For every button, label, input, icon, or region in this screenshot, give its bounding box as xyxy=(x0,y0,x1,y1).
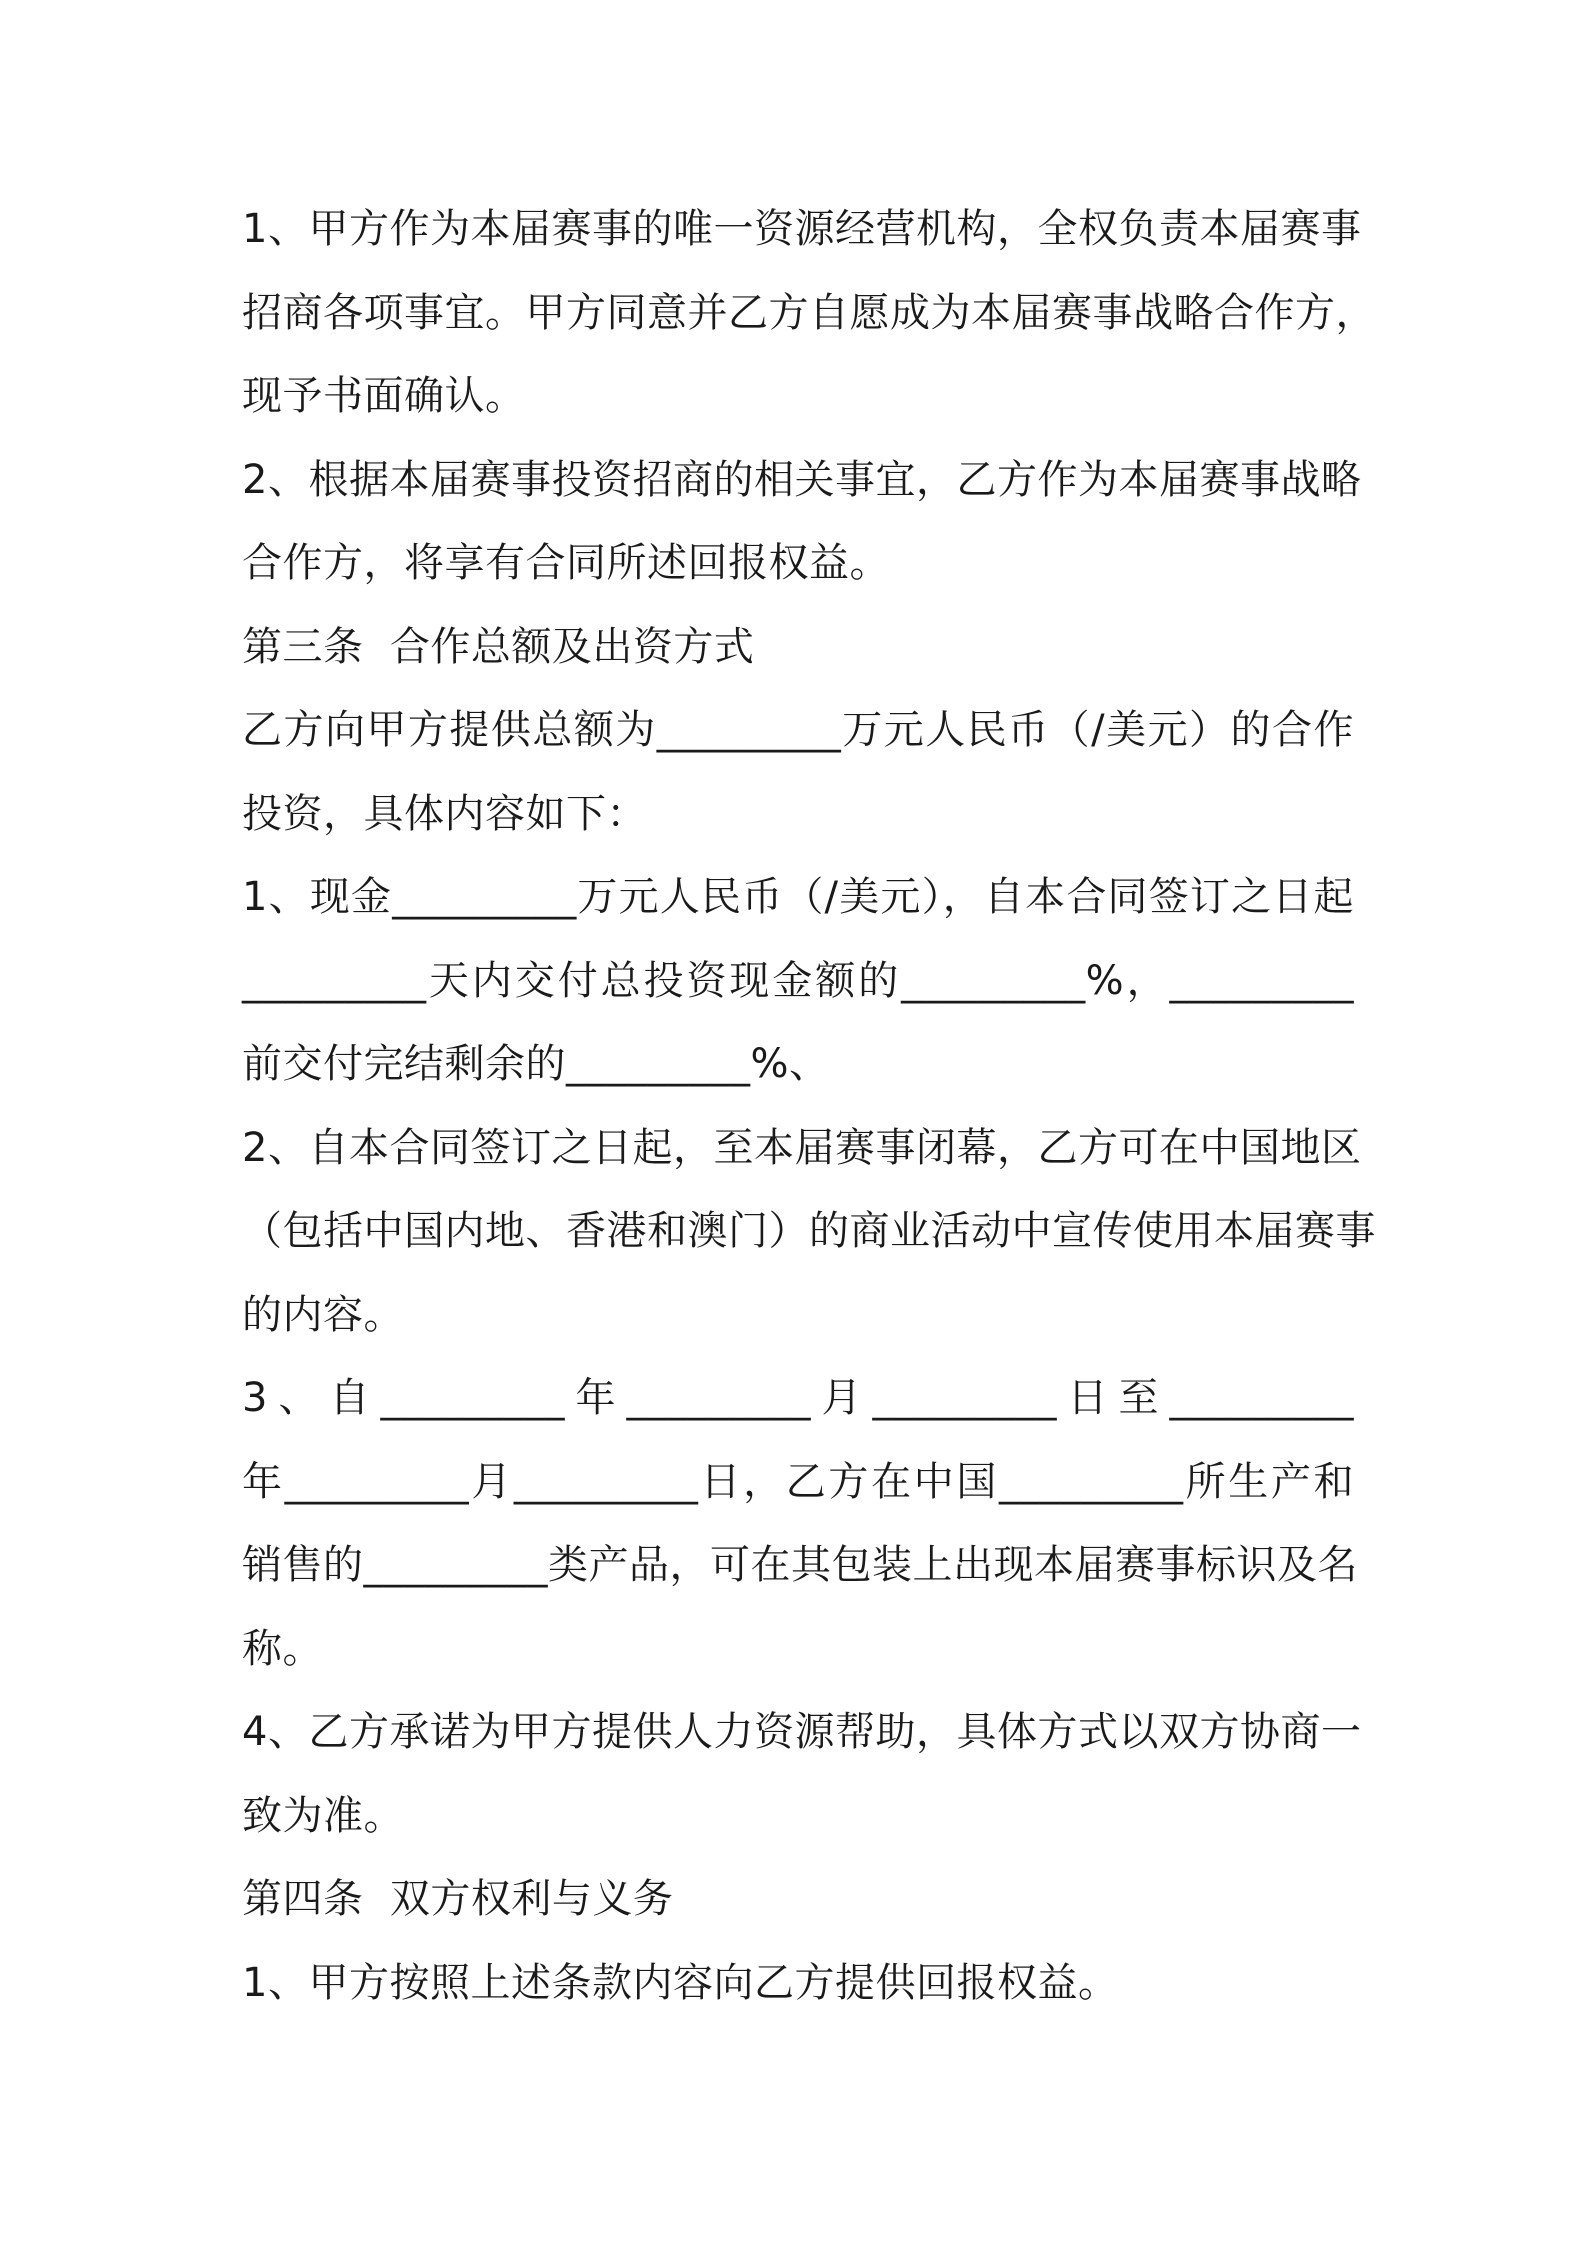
text-line-18: 称。 xyxy=(242,1625,323,1672)
text-line-17: 销售的_________类产品，可在其包装上出现本届赛事标识及名 xyxy=(242,1542,1358,1588)
section-heading-article-3: 第三条 合作总额及出资方式 xyxy=(242,623,755,670)
document-body xyxy=(242,200,1376,2037)
text-line-5: 合作方，将享有合同所述回报权益。 xyxy=(242,540,890,586)
text-line-13: （包括中国内地、香港和澳门）的商业活动中宣传使用本届赛事 xyxy=(242,1208,1376,1254)
text-line-20: 致为准。 xyxy=(242,1792,404,1839)
text-line-9: 1、现金_________万元人民币（/美元），自本合同签订之日起 xyxy=(242,874,1354,920)
text-line-11: 前交付完结剩余的_________%、 xyxy=(242,1041,830,1087)
section-heading-article-4: 第四条 双方权利与义务 xyxy=(242,1876,674,1922)
text-line-10: _________天内交付总投资现金额的_________%，_________ xyxy=(242,957,1354,1004)
text-line-8: 投资，具体内容如下： xyxy=(242,790,647,837)
text-line-19: 4、乙方承诺为甲方提供人力资源帮助，具体方式以双方协商一 xyxy=(242,1709,1362,1755)
text-line-14: 的内容。 xyxy=(242,1291,404,1338)
text-line-7: 乙方向甲方提供总额为_________万元人民币（/美元）的合作 xyxy=(242,707,1354,753)
text-line-3: 现予书面确认。 xyxy=(242,373,526,419)
text-line-2: 招商各项事宜。甲方同意并乙方自愿成为本届赛事战略合作方， xyxy=(242,289,1376,336)
text-line-15: 3、自_________年_________月_________日至_________ xyxy=(242,1375,1354,1421)
text-line-16: 年_________月_________日，乙方在中国_________所生产和 xyxy=(242,1458,1354,1505)
text-line-12: 2、自本合同签订之日起，至本届赛事闭幕，乙方可在中国地区 xyxy=(242,1124,1362,1171)
text-line-4: 2、根据本届赛事投资招商的相关事宜，乙方作为本届赛事战略 xyxy=(242,456,1362,503)
text-line-1: 1、甲方作为本届赛事的唯一资源经营机构，全权负责本届赛事 xyxy=(242,206,1362,252)
text-line-22: 1、甲方按照上述条款内容向乙方提供回报权益。 xyxy=(242,1959,1119,2006)
